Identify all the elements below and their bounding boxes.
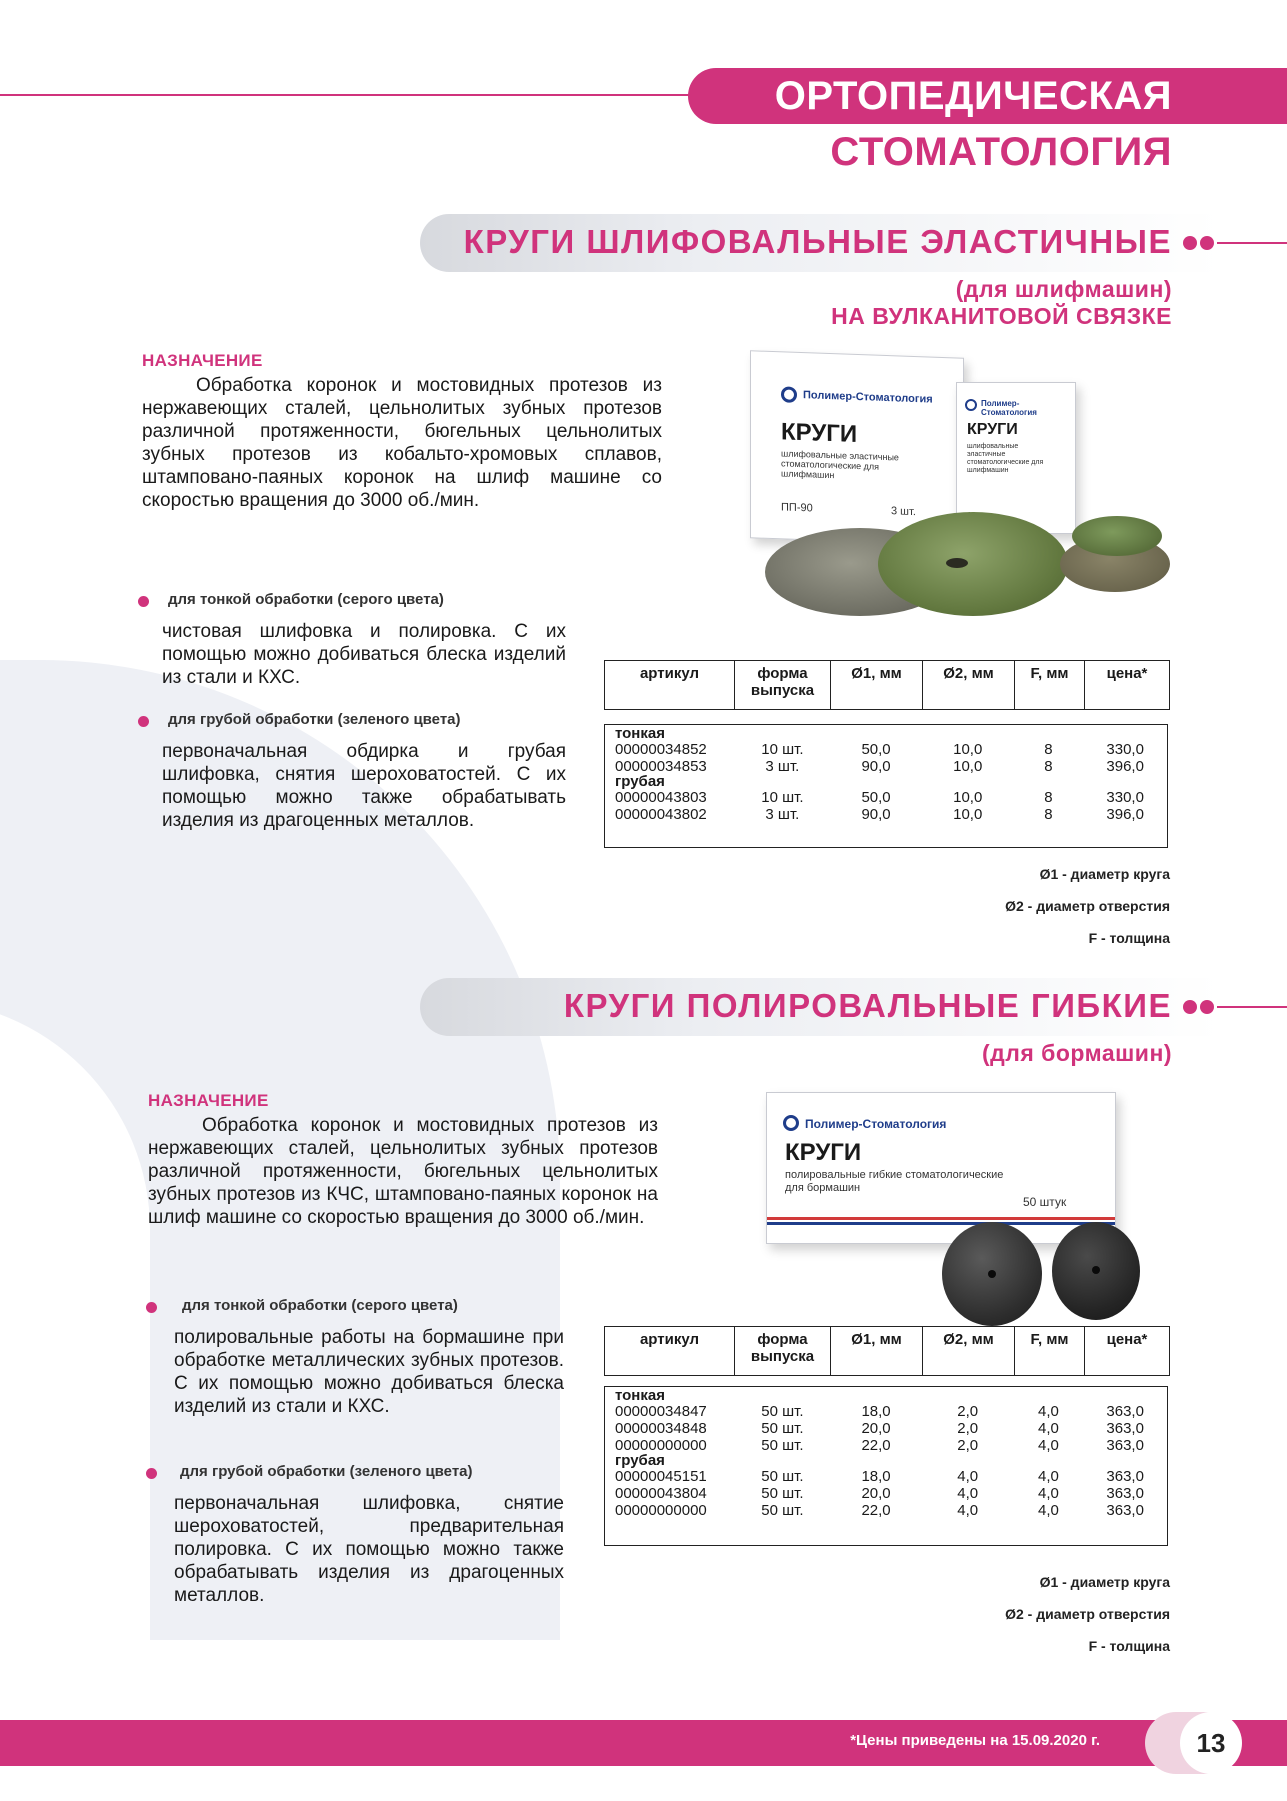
table-cell: 00000000000 (615, 1437, 707, 1454)
page-title-line2: СТОМАТОЛОГИЯ (830, 130, 1172, 174)
table-cell: 00000034852 (615, 741, 707, 758)
box-product-name: КРУГИ (781, 418, 858, 449)
column-header-d1: Ø1, мм (831, 1327, 923, 1375)
bullet-icon (138, 596, 149, 607)
column-header-price: цена* (1106, 1331, 1148, 1348)
box-description: шлифовальные эластичные стоматологические для шлифмашин (781, 448, 899, 481)
table-cell: 2,0 (957, 1437, 979, 1454)
section1-legend-f: F - толщина (1088, 930, 1170, 946)
table-cell: 4,0 (1038, 1403, 1059, 1420)
section1-purpose-text: Обработка коронок и мостовидных протезов из нержавеющих сталей, цельнолитых зубных протезов различной протяженности, бюгельных цельнолитых зубных протезов из кобальто-хромовых сплавов, штамповано-паяных коронок на шлиф машине со скоростью вращения до 3000 об./мин. (142, 375, 662, 511)
table-cell: 8 (1044, 806, 1053, 823)
table-cell: 50 шт. (761, 1420, 804, 1437)
table-cell: 396,0 (1106, 758, 1144, 775)
section1-fine-heading: для тонкой обработки (серого цвета) (168, 591, 444, 608)
column-header-article: артикул (605, 661, 735, 709)
price-note: *Цены приведены на 15.09.2020 г. (850, 1732, 1100, 1749)
table-row (605, 1468, 1167, 1485)
table-cell: 4,0 (957, 1502, 979, 1519)
box-brand: Полимер-Стоматология (981, 399, 1037, 417)
table-row (605, 1403, 1167, 1420)
section2-legend-d1: Ø1 - диаметр круга (1039, 1574, 1170, 1590)
table-cell: 50,0 (861, 789, 891, 806)
section2-legend-d2: Ø2 - диаметр отверстия (1005, 1606, 1170, 1622)
product-box (766, 1092, 1116, 1244)
box-count: 50 штук (1023, 1195, 1067, 1209)
header-rule (0, 94, 760, 96)
table-group-label: грубая (615, 773, 665, 790)
table-cell: 8 (1044, 741, 1053, 758)
bullet-icon (146, 1302, 157, 1313)
bullet-icon (138, 716, 149, 727)
table-cell: 2,0 (957, 1420, 979, 1437)
table-row (605, 1420, 1167, 1437)
section2-fine-heading: для тонкой обработки (серого цвета) (182, 1297, 458, 1314)
table-cell: 4,0 (1038, 1485, 1059, 1502)
section1-legend-d2: Ø2 - диаметр отверстия (1005, 898, 1170, 914)
table-cell: 22,0 (861, 1437, 891, 1454)
table-cell: 363,0 (1106, 1437, 1144, 1454)
disc-hole (988, 1270, 996, 1278)
section2-table-header (604, 1326, 1170, 1376)
section2-dots-decoration (1183, 1000, 1287, 1014)
brand-logo-icon (965, 399, 977, 411)
box-product-name: КРУГИ (967, 421, 1018, 438)
table-cell: 10,0 (953, 806, 983, 823)
section1-table-body (604, 724, 1168, 848)
section1-table-header (604, 660, 1170, 710)
box-description: полировальные гибкие стоматологические для бормашин (785, 1169, 1004, 1194)
table-cell: 8 (1044, 758, 1053, 775)
table-row (605, 1485, 1167, 1502)
table-cell: 20,0 (861, 1420, 891, 1437)
brand-logo-icon (783, 1115, 799, 1131)
table-cell: 330,0 (1106, 741, 1144, 758)
box-code: ПП-90 (781, 501, 813, 515)
disc-hole (946, 558, 968, 568)
table-cell: 4,0 (1038, 1468, 1059, 1485)
column-header-d1: Ø1, мм (831, 661, 923, 709)
table-cell: 3 шт. (765, 806, 800, 823)
box-brand: Полимер-Стоматология (805, 1117, 947, 1131)
table-cell: 22,0 (861, 1502, 891, 1519)
section1-title: КРУГИ ШЛИФОВАЛЬНЫЕ ЭЛАСТИЧНЫЕ (463, 223, 1172, 260)
column-header-d2: Ø2, мм (923, 661, 1015, 709)
table-cell: 10,0 (953, 789, 983, 806)
section2-title: КРУГИ ПОЛИРОВАЛЬНЫЕ ГИБКИЕ (563, 987, 1172, 1024)
table-cell: 363,0 (1106, 1420, 1144, 1437)
section2-coarse-text: первоначальная шлифовка, снятие шероховатостей, предварительная полировка. С их помощью можно также обрабатывать изделия из драгоценных металлов. (174, 1493, 564, 1606)
table-cell: 4,0 (1038, 1420, 1059, 1437)
table-cell: 4,0 (1038, 1502, 1059, 1519)
section2-subtitle1: (для бормашин) (981, 1040, 1172, 1066)
section1-purpose-label: НАЗНАЧЕНИЕ (142, 351, 263, 370)
table-cell: 330,0 (1106, 789, 1144, 806)
section1-coarse-heading: для грубой обработки (зеленого цвета) (168, 711, 461, 728)
section2-purpose-label: НАЗНАЧЕНИЕ (148, 1091, 269, 1110)
table-cell: 10 шт. (761, 741, 804, 758)
section1-subtitle1: (для шлифмашин) (955, 276, 1172, 302)
section1-coarse-text: первоначальная обдирка и грубая шлифовка, снятия шероховатостей. С их помощью можно также обрабатывать изделия из драгоценных металлов. (162, 741, 566, 831)
table-cell: 396,0 (1106, 806, 1144, 823)
column-header-f: F, мм (1015, 661, 1085, 709)
table-cell: 4,0 (957, 1468, 979, 1485)
box-description: шлифовальные эластичные стоматологические для шлифмашин (967, 443, 1044, 474)
table-cell: 00000034847 (615, 1403, 707, 1420)
table-cell: 10,0 (953, 741, 983, 758)
grinding-disc-small-green (1072, 516, 1162, 556)
table-cell: 4,0 (957, 1485, 979, 1502)
table-cell: 50 шт. (761, 1403, 804, 1420)
section2-legend-f: F - толщина (1088, 1638, 1170, 1654)
box-product-name: КРУГИ (785, 1139, 862, 1166)
column-header-form: форма выпуска (735, 1327, 831, 1375)
table-group-label: тонкая (615, 725, 665, 742)
table-row (605, 789, 1167, 806)
table-cell: 50,0 (861, 741, 891, 758)
section2-coarse-heading: для грубой обработки (зеленого цвета) (180, 1463, 473, 1480)
table-cell: 90,0 (861, 758, 891, 775)
table-cell: 10 шт. (761, 789, 804, 806)
table-row (605, 741, 1167, 758)
table-cell: 50 шт. (761, 1468, 804, 1485)
table-cell: 50 шт. (761, 1437, 804, 1454)
table-cell: 363,0 (1106, 1485, 1144, 1502)
table-cell: 4,0 (1038, 1437, 1059, 1454)
table-cell: 18,0 (861, 1468, 891, 1485)
table-row (605, 758, 1167, 775)
table-cell: 20,0 (861, 1485, 891, 1502)
section2-table-body (604, 1386, 1168, 1546)
bullet-icon (146, 1468, 157, 1479)
brand-logo-icon (781, 386, 797, 403)
section1-subtitle2: НА ВУЛКАНИТОВОЙ СВЯЗКЕ (831, 303, 1172, 329)
table-cell: 363,0 (1106, 1403, 1144, 1420)
table-cell: 10,0 (953, 758, 983, 775)
table-cell: 00000045151 (615, 1468, 707, 1485)
column-header-form: форма выпуска (735, 661, 831, 709)
section1-dots-decoration (1183, 236, 1287, 250)
box-brand: Полимер-Стоматология (803, 389, 933, 406)
table-cell: 363,0 (1106, 1468, 1144, 1485)
table-cell: 00000000000 (615, 1502, 707, 1519)
table-cell: 2,0 (957, 1403, 979, 1420)
table-cell: 00000043803 (615, 789, 707, 806)
table-cell: 18,0 (861, 1403, 891, 1420)
disc-hole (1092, 1266, 1100, 1274)
table-cell: 3 шт. (765, 758, 800, 775)
column-header-price: цена* (1106, 665, 1148, 682)
table-cell: 00000043804 (615, 1485, 707, 1502)
section2-fine-text: полировальные работы на бормашине при обработке металлических зубных протезов. С их помощью можно добиваться блеска изделий из стали и КХС. (174, 1327, 564, 1417)
table-cell: 50 шт. (761, 1485, 804, 1502)
table-group-label: тонкая (615, 1387, 665, 1404)
grinding-disc-green (878, 512, 1068, 616)
table-group-label: грубая (615, 1452, 665, 1469)
table-cell: 363,0 (1106, 1502, 1144, 1519)
section2-purpose-text: Обработка коронок и мостовидных протезов из нержавеющих сталей, цельнолитых зубных протезов различной протяженности, бюгельных цельнолитых зубных протезов из КЧС, штампованo-паяных коронок на шлиф машине со скоростью вращения до 3000 об./мин. (148, 1115, 658, 1228)
section1-fine-text: чистовая шлифовка и полировка. С их помощью можно добиваться блеска изделий из стали и КХС. (162, 621, 566, 688)
table-row (605, 1437, 1167, 1454)
table-row (605, 806, 1167, 823)
column-header-d2: Ø2, мм (923, 1327, 1015, 1375)
table-cell: 00000034853 (615, 758, 707, 775)
table-cell: 00000034848 (615, 1420, 707, 1437)
table-cell: 8 (1044, 789, 1053, 806)
table-cell: 00000043802 (615, 806, 707, 823)
page-number: 13 (1180, 1712, 1242, 1774)
table-row (605, 1502, 1167, 1519)
section1-legend-d1: Ø1 - диаметр круга (1039, 866, 1170, 882)
table-cell: 90,0 (861, 806, 891, 823)
column-header-article: артикул (605, 1327, 735, 1375)
box-count: 3 шт. (891, 505, 916, 519)
page-title-line1: ОРТОПЕДИЧЕСКАЯ (774, 74, 1172, 118)
table-cell: 50 шт. (761, 1502, 804, 1519)
column-header-f: F, мм (1015, 1327, 1085, 1375)
